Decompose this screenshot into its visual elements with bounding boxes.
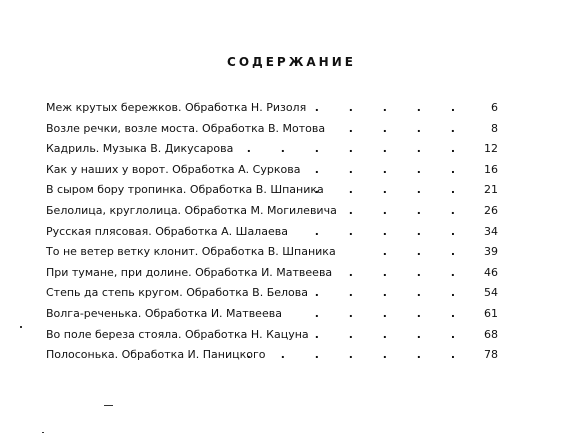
- toc-entry-title: Кадриль. Музыка В. Дикусарова: [46, 142, 234, 156]
- leader-dots: . . . . .: [314, 306, 468, 320]
- leader-dots: . . . . .: [314, 224, 468, 238]
- toc-entry-page: 34: [484, 224, 498, 238]
- toc-entry-title: Волга-реченька. Обработка И. Матвеева: [46, 306, 282, 320]
- scan-speck: [20, 326, 22, 328]
- toc-entry: [46, 304, 498, 325]
- leader-dots: . . . . . . .: [246, 348, 468, 362]
- toc-entry-page: 46: [484, 265, 498, 279]
- toc-entry-page: 26: [484, 203, 498, 217]
- toc-entry-title: В сыром бору тропинка. Обработка В. Шпаника: [46, 183, 324, 197]
- toc-entry: [46, 139, 498, 160]
- toc-entry: [46, 325, 498, 346]
- toc-entry-page: 21: [484, 183, 498, 197]
- toc-entry-title: То не ветер ветку клонит. Обработка В. Шпаника: [46, 245, 336, 259]
- toc-entry-title: Меж крутых бережков. Обработка Н. Ризоля: [46, 101, 307, 114]
- toc-entry-page: 8: [491, 121, 498, 135]
- toc-entry: [46, 263, 498, 284]
- toc-entry-page: 54: [484, 286, 498, 300]
- toc-entry: [46, 119, 498, 140]
- leader-dots: . . . . .: [314, 327, 468, 341]
- leader-dots: . . . . .: [314, 286, 468, 300]
- toc-entry: [46, 98, 498, 119]
- leader-dots: . . . .: [348, 265, 468, 279]
- leader-dots: . . . .: [348, 121, 468, 135]
- toc-entry: [46, 242, 498, 263]
- leader-dots: . . . .: [348, 203, 468, 217]
- toc-entry-title: Полосонька. Обработка И. Паницкого: [46, 348, 266, 362]
- toc-entry: [46, 180, 498, 201]
- toc-entry: [46, 222, 498, 243]
- toc-entry-title: Белолица, круглолица. Обработка М. Могилевича: [46, 203, 337, 217]
- toc-entry-page: 16: [484, 162, 498, 176]
- toc-entry-page: 6: [491, 101, 498, 114]
- toc-list: [46, 98, 498, 366]
- toc-entry-page: 61: [484, 306, 498, 320]
- leader-dots: . . . . .: [314, 101, 468, 114]
- scan-speck: [42, 432, 44, 433]
- toc-entry: [46, 345, 498, 366]
- leader-dots: . . . . . . .: [246, 142, 468, 156]
- toc-entry-title: Во поле береза стояла. Обработка Н. Кацуна: [46, 327, 309, 341]
- toc-entry-title: Возле речки, возле моста. Обработка В. Мотова: [46, 121, 326, 135]
- toc-entry: [46, 283, 498, 304]
- toc-entry-title: Степь да степь кругом. Обработка В. Белова: [46, 286, 309, 300]
- leader-dots: . . . . .: [314, 183, 468, 197]
- scan-speck: [104, 405, 113, 406]
- toc-entry-title: Русская плясовая. Обработка А. Шалаева: [46, 224, 288, 238]
- toc-entry-page: 68: [484, 327, 498, 341]
- toc-entry-page: 12: [484, 142, 498, 156]
- leader-dots: . . . . .: [314, 162, 468, 176]
- toc-entry-page: 39: [484, 245, 498, 259]
- toc-entry-title: Как у наших у ворот. Обработка А. Суркова: [46, 162, 301, 176]
- toc-entry: [46, 201, 498, 222]
- toc-entry-page: 78: [484, 348, 498, 362]
- toc-entry: [46, 160, 498, 181]
- contents-title: СОДЕРЖАНИЕ: [227, 55, 356, 69]
- toc-entry-title: При тумане, при долине. Обработка И. Матвеева: [46, 265, 333, 279]
- leader-dots: . . .: [382, 245, 468, 259]
